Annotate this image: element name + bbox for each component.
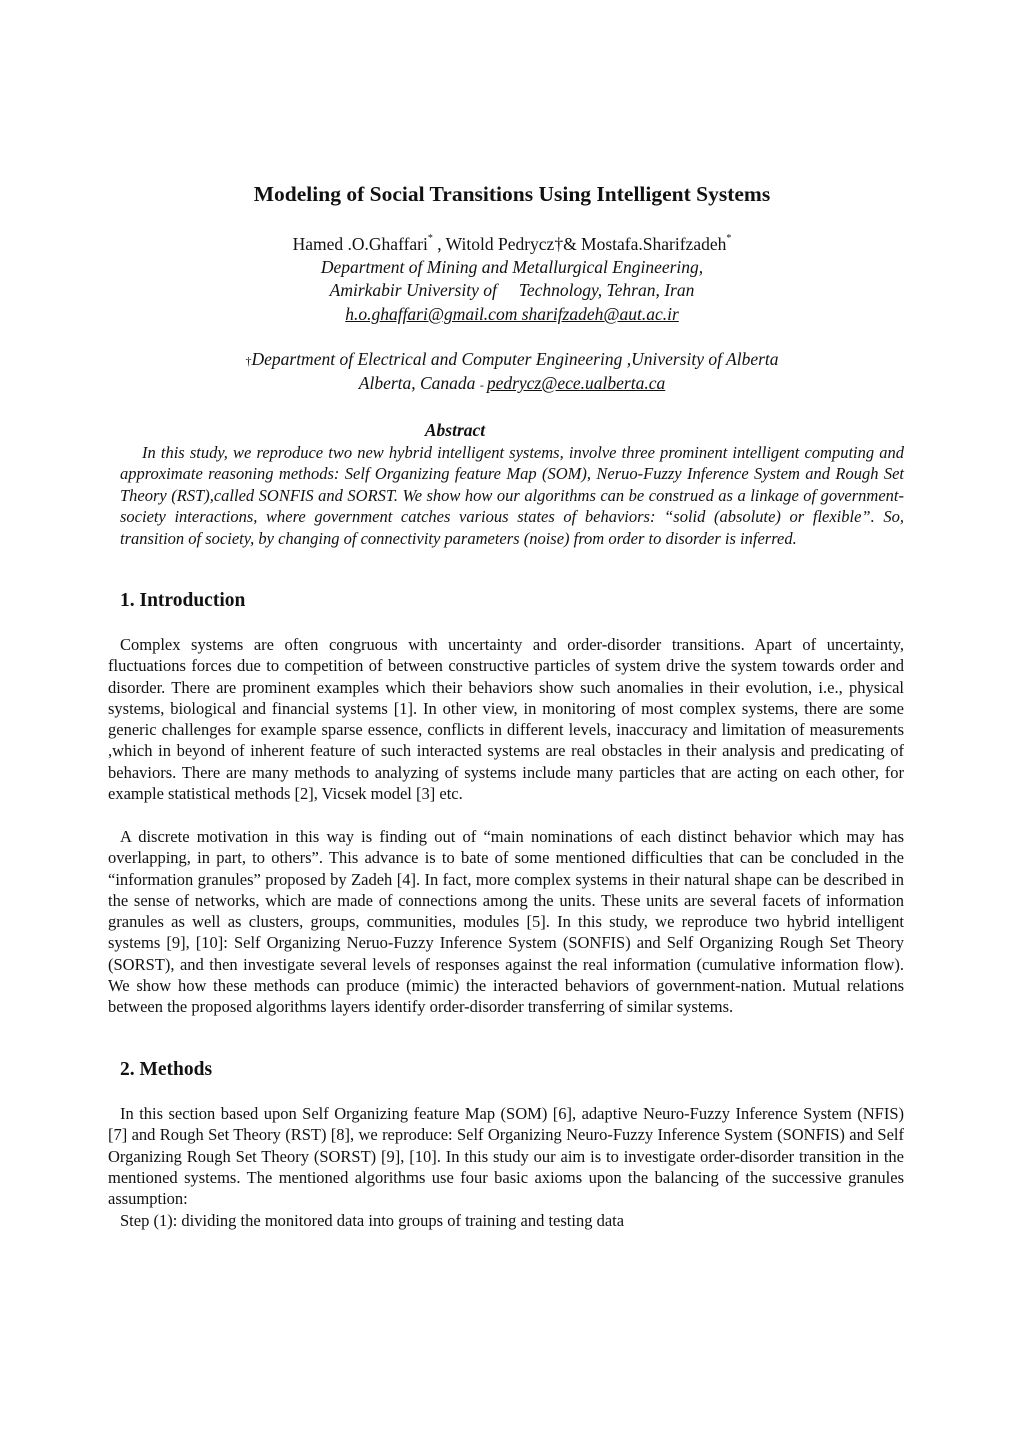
email-link-pedrycz[interactable]: pedrycz@ece.ualberta.ca xyxy=(486,373,666,393)
author-others: , Witold Pedrycz†& Mostafa.Sharifzadeh xyxy=(432,234,727,254)
affiliation-1-line-2: Amirkabir University of Technology, Tehran, Iran xyxy=(329,280,695,300)
email-links[interactable]: h.o.ghaffari@gmail.com sharifzadeh@aut.ac.ir xyxy=(345,304,679,324)
affiliation-2-location: Alberta, Canada xyxy=(358,373,480,393)
author-ghaffari: Hamed .O.Ghaffari xyxy=(292,234,428,254)
affiliation-2-text: Department of Electrical and Computer Engineering ,University of Alberta xyxy=(251,349,779,369)
methods-paragraph-1: In this section based upon Self Organizing feature Map (SOM) [6], adaptive Neuro-Fuzzy Inference System (NFIS) [7] and Rough Set Theory (RST) [8], we reproduce: Self Organizing Neuro-Fuzzy Inference System (SONFIS) and Self Organizing Rough Set Theory (SORST) [9], [10]. In this study our aim is to investigate order-disorder transition in the mentioned systems. The mentioned algorithms use four basic axioms upon the balancing of the successive granules assumption: xyxy=(108,1104,904,1209)
intro-paragraph-1: Complex systems are often congruous with uncertainty and order-disorder transitions. Apart of uncertainty, fluctuations forces due to competition of between constructive particles of system drive the system towards order and disorder. There are prominent examples which their behaviors show such anomalies in their evolution, i.e., physical systems, biological and financial systems [1]. In other view, in monitoring of most complex systems, there are some generic challenges for example sparse essence, conflicts in different levels, inaccuracy and limitation of measurements ,which in beyond of inherent feature of such interacted systems are real obstacles in their analysis and predicating of behaviors. There are many methods to analyzing of systems include many particles that are acting on each other, for example statistical methods [2], Vicsek model [3] etc. xyxy=(108,635,904,804)
author-line xyxy=(0,233,1024,255)
methods-step-1: Step (1): dividing the monitored data into groups of training and testing data xyxy=(120,1211,625,1230)
separator-dash: - xyxy=(479,378,487,392)
intro-paragraph-2: A discrete motivation in this way is finding out of “main nominations of each distinct behavior which may has overlapping, in part, to others”. This advance is to bate of some mentioned difficulties that can be concluded in the “information granules” proposed by Zadeh [4]. In fact, more complex systems in their natural shape can be described in the sense of networks, which are made of connections among the units. These units are several facets of information granules as well as clusters, groups, communities, modules [5]. In this study, we reproduce two hybrid intelligent systems [9], [10]: Self Organizing Neruo-Fuzzy Inference System (SONFIS) and Self Organizing Rough Set Theory (SORST), and then investigate several levels of responses against the real information (cumulative information flow). We show how these methods can produce (mimic) the interacted behaviors of government-nation. Mutual relations between the proposed algorithms layers identify order-disorder transferring of similar systems. xyxy=(108,827,904,1017)
section-1-heading: 1. Introduction xyxy=(120,590,246,611)
affiliation-1-line-1: Department of Mining and Metallurgical Engineering, xyxy=(320,257,704,277)
abstract-text: In this study, we reproduce two new hybrid intelligent systems, involve three prominent intelligent computing and approximate reasoning methods: Self Organizing feature Map (SOM), Neruo-Fuzzy Inference System and Rough Set Theory (RST),called SONFIS and SORST. We show how our algorithms can be construed as a linkage of government-society interactions, where government catches various states of behaviors: “solid (absolute) or flexible”. So, transition of society, by changing of connectivity parameters (noise) from order to disorder is inferred. xyxy=(120,443,904,548)
abstract-heading: Abstract xyxy=(424,420,486,440)
section-2-heading: 2. Methods xyxy=(120,1059,213,1080)
author-footnote-mark: * xyxy=(427,233,433,244)
author-footnote-mark: * xyxy=(726,233,732,244)
paper-title: Modeling of Social Transitions Using Intelligent Systems xyxy=(253,182,771,206)
affiliation-1-emails xyxy=(0,304,1024,325)
dagger-mark: † xyxy=(245,354,252,368)
affiliation-2-line-1 xyxy=(0,349,1024,370)
affiliation-2-line-2 xyxy=(0,373,1024,394)
